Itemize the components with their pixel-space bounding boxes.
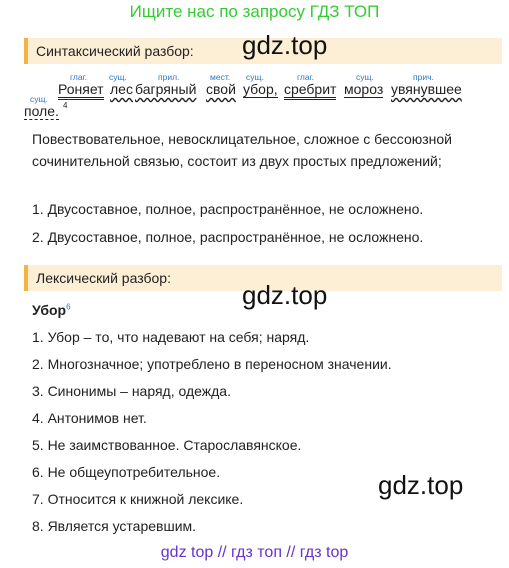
pos-tag: мест. (210, 72, 231, 82)
lexical-item: 6. Не общеупотребительное. (32, 464, 221, 480)
lexical-item: 2. Многозначное; употреблено в переносном значении. (32, 356, 392, 372)
lexical-item: 7. Относится к книжной лексике. (32, 491, 244, 507)
sentence-word: Роняет (58, 81, 104, 100)
pos-tag: сущ. (30, 94, 48, 104)
pos-tag: прич. (413, 72, 434, 82)
sentence-word: увянувшее (391, 81, 462, 97)
sentence-word: лес (110, 81, 133, 97)
pos-tag: глаг. (297, 72, 315, 82)
pos-tag: глаг. (70, 72, 88, 82)
watermark: gdz.top (242, 280, 328, 310)
sentence-word: убор, (243, 81, 278, 97)
pos-tag: сущ. (356, 72, 374, 82)
lexical-heading: Лексический разбор: (24, 265, 502, 291)
lexical-word-text: Убор (32, 302, 67, 318)
footer-text: gdz top // гдз топ // гдз top (160, 544, 349, 561)
pos-tag: прил. (158, 72, 180, 82)
watermark: gdz.top (242, 30, 328, 60)
lexical-item: 3. Синонимы – наряд, одежда. (32, 383, 231, 399)
sentence-word: свой (206, 81, 236, 97)
sentence-word: сребрит (284, 81, 336, 100)
sentence-word: мороз (344, 81, 384, 97)
syntax-description: Повествовательное, невосклицательное, сложное с бессоюзной сочинительной связью, состоит из двух простых предложений; (32, 131, 452, 169)
lexical-item: 1. Убор – то, что надевают на себя; наряд. (32, 329, 310, 345)
lexical-item: 5. Не заимствованное. Старославянское. (32, 437, 302, 453)
sentence-word: поле. (24, 103, 59, 119)
syntax-item: 2. Двусоставное, полное, распространённое, не осложнено. (32, 229, 424, 245)
lexical-item: 4. Антонимов нет. (32, 410, 147, 426)
syntax-item: 1. Двусоставное, полное, распространённое, не осложнено. (32, 201, 424, 217)
pos-tag: сущ. (109, 72, 127, 82)
footnote-marker: 6 (66, 302, 71, 312)
footnote-marker: 4 (63, 101, 68, 110)
syntax-heading: Синтаксический разбор: (24, 38, 502, 64)
lexical-word (32, 302, 71, 318)
lexical-item: 8. Является устаревшим. (32, 518, 197, 534)
watermark: gdz.top (378, 470, 464, 500)
banner-text: Ищите нас по запросу ГДЗ ТОП (129, 2, 380, 21)
pos-tag: сущ. (246, 72, 264, 82)
sentence-word: багряный (135, 81, 197, 97)
